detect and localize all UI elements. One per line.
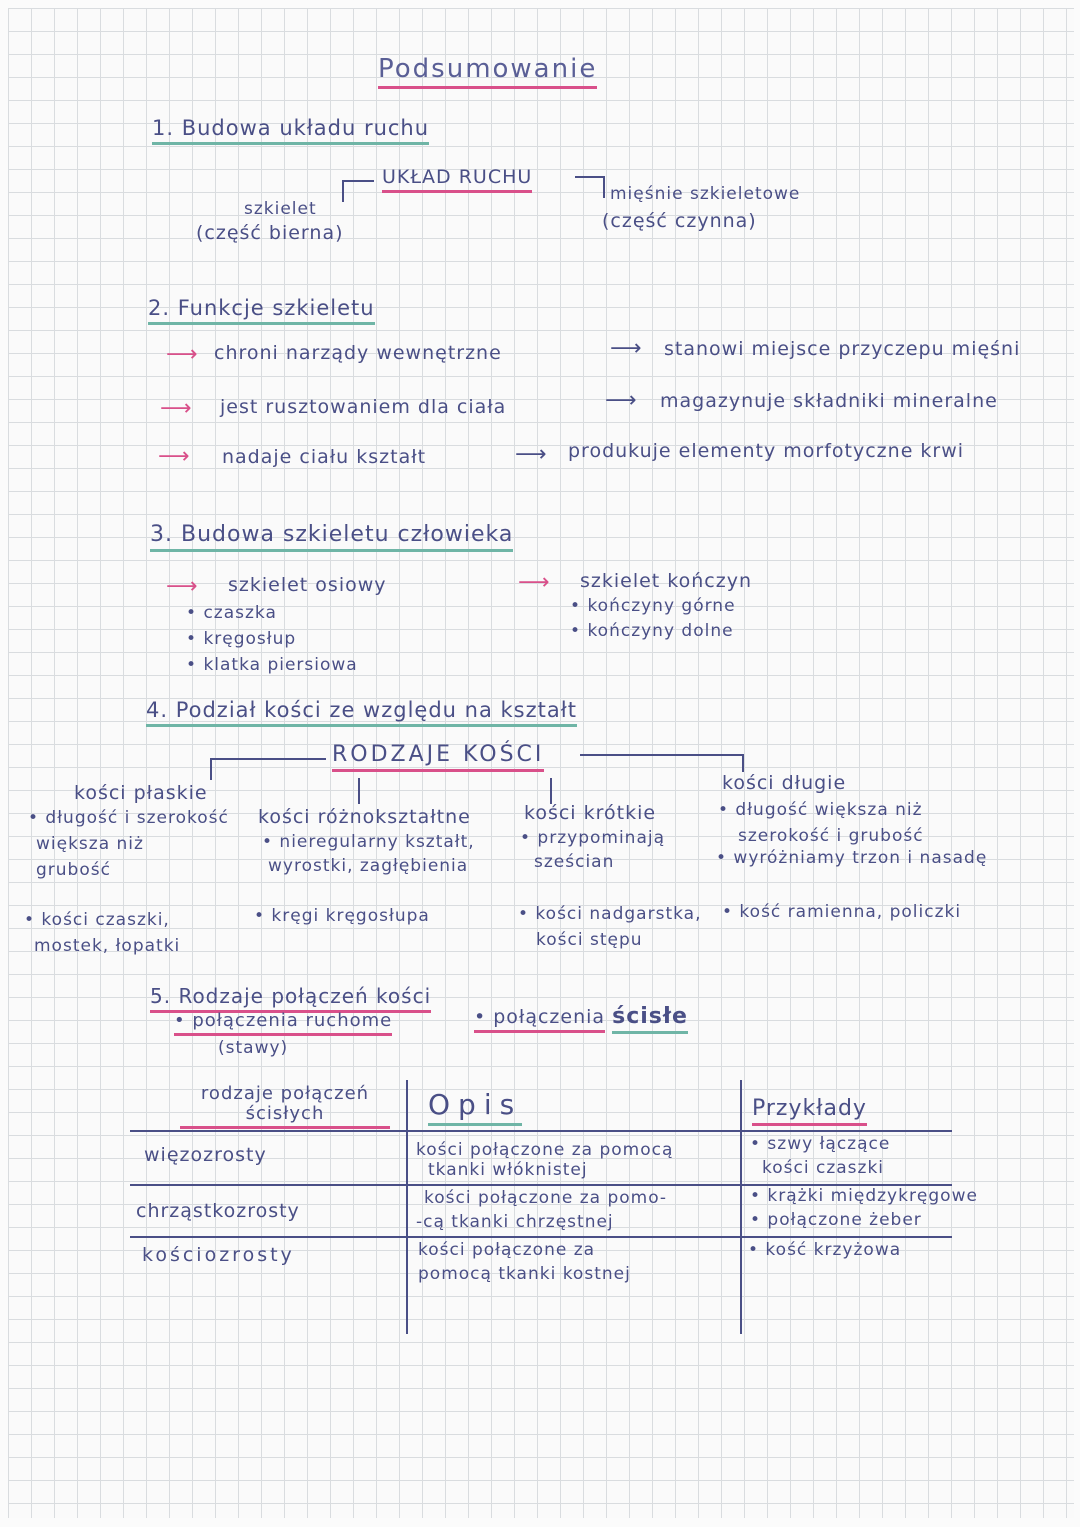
table-row-example: • połączone żeber bbox=[750, 1210, 922, 1230]
table-row-desc: kości połączone za pomo- bbox=[424, 1188, 668, 1208]
long-bones-desc: • wyróżniamy trzon i nasadę bbox=[716, 848, 988, 868]
center-node-rodzaje-kosci: RODZAJE KOŚCI bbox=[332, 742, 544, 772]
table-row-name: więzozrosty bbox=[144, 1144, 267, 1166]
section-3-heading: 3. Budowa szkieletu człowieka bbox=[150, 522, 513, 552]
table-header-examples: Przykłady bbox=[752, 1096, 867, 1126]
table-header-types: rodzaje połączeń ścisłych bbox=[180, 1084, 390, 1129]
section-4-heading: 4. Podział kości ze względu na kształt bbox=[146, 698, 577, 727]
table-row-desc: kości połączone za pomocą bbox=[416, 1140, 674, 1160]
tree-line bbox=[742, 754, 744, 772]
table-row-example: • krążki międzykręgowe bbox=[750, 1186, 978, 1206]
table-row-example: kości czaszki bbox=[762, 1158, 885, 1178]
center-node-uklad-ruchu: UKŁAD RUCHU bbox=[382, 166, 532, 193]
function-left-1: chroni narządy wewnętrzne bbox=[214, 342, 502, 364]
function-right-1: stanowi miejsce przyczepu mięśni bbox=[664, 338, 1021, 360]
tree-line-right bbox=[575, 176, 605, 178]
table-row-example: • szwy łączące bbox=[750, 1134, 891, 1154]
axial-skeleton-label: szkielet osiowy bbox=[228, 574, 387, 596]
arrow-icon: ⟶ bbox=[160, 396, 192, 421]
function-right-2: magazynuje składniki mineralne bbox=[660, 390, 998, 412]
muscles-active-label: (część czynna) bbox=[602, 210, 757, 232]
irregular-bones-desc: wyrostki, zagłębienia bbox=[268, 856, 469, 876]
tree-line-left bbox=[342, 180, 374, 182]
short-bones-example: • kości nadgarstka, bbox=[518, 904, 702, 924]
movable-joints-label: • połączenia ruchome bbox=[174, 1010, 392, 1036]
table-row-desc: pomocą tkanki kostnej bbox=[418, 1264, 631, 1284]
short-bones-desc: sześcian bbox=[534, 852, 615, 872]
table-row-name: kościozrosty bbox=[142, 1244, 295, 1266]
fixed-joints-label: • połączenia ścisłe bbox=[474, 1004, 688, 1029]
table-row-desc: -cą tkanki chrzęstnej bbox=[416, 1212, 614, 1232]
movable-joints-sub: (stawy) bbox=[218, 1038, 289, 1058]
tree-line bbox=[358, 778, 360, 804]
limb-skeleton-label: szkielet kończyn bbox=[580, 570, 752, 592]
tree-line bbox=[210, 758, 326, 760]
section-5-heading: 5. Rodzaje połączeń kości bbox=[150, 984, 431, 1013]
section-1-heading: 1. Budowa układu ruchu bbox=[152, 116, 429, 145]
flat-bones-desc: większa niż bbox=[36, 834, 144, 854]
irregular-bones-title: kości różnokształtne bbox=[258, 806, 471, 828]
table-divider bbox=[406, 1080, 408, 1334]
flat-bones-desc: grubość bbox=[36, 860, 111, 880]
table-header-rule bbox=[130, 1130, 952, 1132]
long-bones-title: kości długie bbox=[722, 772, 847, 794]
flat-bones-example: mostek, łopatki bbox=[34, 936, 181, 956]
long-bones-desc: szerokość i grubość bbox=[738, 826, 924, 846]
table-row-name: chrząstkozrosty bbox=[136, 1200, 300, 1222]
axial-item: • klatka piersiowa bbox=[186, 655, 358, 675]
short-bones-example: kości stępu bbox=[536, 930, 643, 950]
arrow-icon: ⟶ bbox=[166, 342, 198, 367]
axial-item: • kręgosłup bbox=[186, 629, 297, 649]
tree-line-left-drop bbox=[342, 180, 344, 202]
table-row-rule bbox=[130, 1236, 952, 1238]
table-row-desc: tkanki włóknistej bbox=[428, 1160, 588, 1180]
table-header-description: Opis bbox=[428, 1088, 522, 1126]
table-divider bbox=[740, 1080, 742, 1334]
long-bones-example: • kość ramienna, policzki bbox=[722, 902, 962, 922]
arrow-icon: ⟶ bbox=[515, 442, 547, 467]
arrow-icon: ⟶ bbox=[610, 336, 642, 361]
section-2-heading: 2. Funkcje szkieletu bbox=[148, 296, 375, 325]
arrow-icon: ⟶ bbox=[605, 388, 637, 413]
muscles-label: mięśnie szkieletowe bbox=[610, 184, 801, 204]
function-left-2: jest rusztowaniem dla ciała bbox=[220, 396, 507, 418]
axial-item: • czaszka bbox=[186, 603, 277, 623]
table-row-desc: kości połączone za bbox=[418, 1240, 596, 1260]
irregular-bones-example: • kręgi kręgosłupa bbox=[254, 906, 430, 926]
page-title: Podsumowanie bbox=[378, 54, 597, 89]
table-row-example: • kość krzyżowa bbox=[748, 1240, 902, 1260]
arrow-icon: ⟶ bbox=[166, 574, 198, 599]
tree-line-right-drop bbox=[603, 176, 605, 198]
arrow-icon: ⟶ bbox=[518, 570, 550, 595]
tree-line bbox=[580, 754, 744, 756]
function-left-3: nadaje ciału kształt bbox=[222, 446, 427, 468]
flat-bones-example: • kości czaszki, bbox=[24, 910, 170, 930]
function-right-3: produkuje elementy morfotyczne krwi bbox=[568, 440, 965, 462]
short-bones-desc: • przypominają bbox=[520, 828, 666, 848]
skeleton-passive-label: (część bierna) bbox=[196, 222, 344, 244]
tree-line bbox=[550, 778, 552, 804]
limb-item: • kończyny górne bbox=[570, 596, 736, 616]
flat-bones-title: kości płaskie bbox=[74, 782, 208, 804]
flat-bones-desc: • długość i szerokość bbox=[28, 808, 229, 828]
short-bones-title: kości krótkie bbox=[524, 802, 657, 824]
long-bones-desc: • długość większa niż bbox=[718, 800, 923, 820]
limb-item: • kończyny dolne bbox=[570, 621, 734, 641]
arrow-icon: ⟶ bbox=[158, 444, 190, 469]
skeleton-label: szkielet bbox=[244, 199, 317, 219]
tree-line bbox=[210, 758, 212, 780]
irregular-bones-desc: • nieregularny kształt, bbox=[262, 832, 475, 852]
